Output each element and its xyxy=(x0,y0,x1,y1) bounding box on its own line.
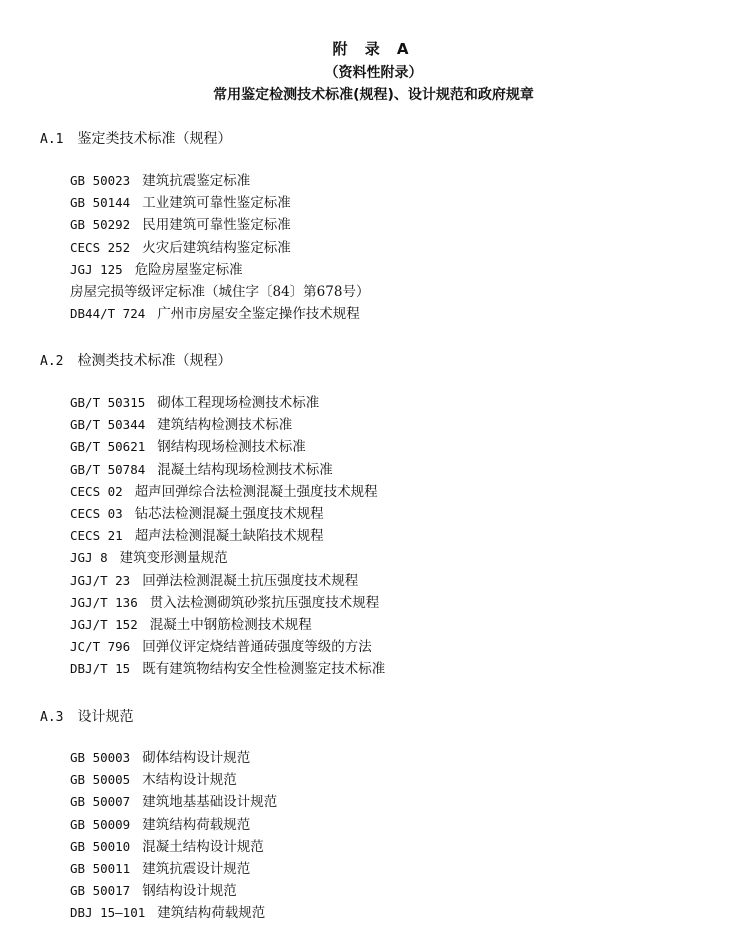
standard-name: 民用建筑可靠性鉴定标准 xyxy=(142,217,291,234)
standard-code: GB/T 50344 xyxy=(70,417,146,433)
standard-code: CECS 21 xyxy=(70,528,123,544)
standard-name: 建筑地基基础设计规范 xyxy=(142,794,278,811)
standard-code: GB 50010 xyxy=(70,838,131,854)
standard-code: GB 50292 xyxy=(70,217,131,233)
standard-name: 钻芯法检测混凝土强度技术规程 xyxy=(134,505,324,522)
list-item xyxy=(70,392,385,414)
list-item xyxy=(70,880,277,902)
standard-name: 超声回弹综合法检测混凝土强度技术规程 xyxy=(134,483,378,500)
standard-code: DB44/T 724 xyxy=(70,306,146,322)
list-item xyxy=(70,769,277,791)
standard-name: 木结构设计规范 xyxy=(142,772,237,789)
section-title: 鉴定类技术标准（规程） xyxy=(77,131,232,147)
section-number: A.1 xyxy=(40,132,64,147)
standard-code: GB/T 50784 xyxy=(70,461,146,477)
list-item xyxy=(70,281,369,303)
standard-name: 建筑变形测量规范 xyxy=(119,550,228,567)
standard-name: 混凝土结构设计规范 xyxy=(142,838,264,855)
list-item xyxy=(70,259,369,281)
standard-code: GB 50017 xyxy=(70,883,131,899)
standard-code: GB 50011 xyxy=(70,860,131,876)
standard-name: 砌体工程现场检测技术标准 xyxy=(157,395,320,411)
section-number: A.2 xyxy=(40,354,64,369)
appendix-title: 附 录 A xyxy=(332,40,415,58)
list-item xyxy=(70,547,385,569)
list-item xyxy=(70,503,385,525)
appendix-subtitle: 常用鉴定检测技术标准(规程)、设计规范和政府规章 xyxy=(213,87,534,103)
standard-name: 工业建筑可靠性鉴定标准 xyxy=(142,195,291,212)
standard-name: 建筑结构荷载规范 xyxy=(142,816,251,833)
standard-name: 火灾后建筑结构鉴定标准 xyxy=(142,239,291,256)
standard-code: GB 50003 xyxy=(70,750,131,765)
list-item xyxy=(70,814,277,836)
standard-name: 砌体结构设计规范 xyxy=(142,750,251,766)
standard-name: 回弹法检测混凝土抗压强度技术规程 xyxy=(142,572,359,589)
standard-code: GB/T 50315 xyxy=(70,395,146,410)
list-item xyxy=(70,192,369,214)
standard-code: JGJ 8 xyxy=(70,550,108,566)
list-item xyxy=(70,902,277,924)
section-title: 设计规范 xyxy=(77,709,134,725)
standard-code: GB 50023 xyxy=(70,173,131,188)
standard-code: GB/T 50621 xyxy=(70,439,146,455)
standard-code: JGJ/T 136 xyxy=(70,594,138,610)
list-item xyxy=(70,791,277,813)
standard-name: 既有建筑物结构安全性检测鉴定技术标准 xyxy=(142,661,386,678)
list-item xyxy=(70,214,369,236)
section-heading xyxy=(40,128,231,148)
standard-code: GB 50007 xyxy=(70,794,131,810)
standard-code: JGJ 125 xyxy=(70,261,123,277)
standard-name: 建筑抗震设计规范 xyxy=(142,860,251,877)
standard-code: DBJ 15—101 xyxy=(70,905,146,921)
standard-name: 危险房屋鉴定标准 xyxy=(134,261,243,278)
section-title: 检测类技术标准（规程） xyxy=(77,353,232,369)
list-item xyxy=(70,459,385,481)
standard-code: CECS 02 xyxy=(70,483,123,499)
standard-name: 回弹仪评定烧结普通砖强度等级的方法 xyxy=(142,639,372,656)
standard-name: 建筑结构检测技术标准 xyxy=(157,417,293,434)
list-item xyxy=(70,636,385,658)
appendix-type: （资料性附录） xyxy=(324,65,423,81)
standards-list xyxy=(70,747,277,925)
list-item xyxy=(70,303,369,325)
standard-code: JGJ/T 152 xyxy=(70,616,138,632)
standard-code: GB 50005 xyxy=(70,772,131,788)
standard-name: 超声法检测混凝土缺陷技术规程 xyxy=(134,528,324,545)
list-item xyxy=(70,592,385,614)
standards-list xyxy=(70,392,385,680)
standard-code: DBJ/T 15 xyxy=(70,661,131,677)
standard-code: GB 50009 xyxy=(70,816,131,832)
standard-name: 混凝土中钢筋检测技术规程 xyxy=(149,616,312,633)
standard-name: 建筑结构荷载规范 xyxy=(157,905,266,922)
standard-code: GB 50144 xyxy=(70,195,131,211)
list-item xyxy=(70,237,369,259)
list-item xyxy=(70,414,385,436)
list-item xyxy=(70,170,369,192)
standard-name: 钢结构设计规范 xyxy=(142,883,237,900)
standard-code: JGJ/T 23 xyxy=(70,572,131,588)
section-heading xyxy=(40,350,231,370)
list-item xyxy=(70,836,277,858)
standard-name: 钢结构现场检测技术标准 xyxy=(157,439,306,456)
standard-name: 广州市房屋安全鉴定操作技术规程 xyxy=(157,306,360,323)
standards-list xyxy=(70,170,369,325)
standard-name: 建筑抗震鉴定标准 xyxy=(142,173,251,189)
standard-code: CECS 03 xyxy=(70,505,123,521)
standard-code: JC/T 796 xyxy=(70,639,131,655)
list-item xyxy=(70,858,277,880)
section-heading xyxy=(40,706,133,726)
standard-name: 房屋完损等级评定标准（城住字〔84〕第678号） xyxy=(70,283,370,300)
list-item xyxy=(70,614,385,636)
list-item xyxy=(70,658,385,680)
list-item xyxy=(70,481,385,503)
list-item xyxy=(70,525,385,547)
standard-name: 混凝土结构现场检测技术标准 xyxy=(157,461,333,478)
list-item xyxy=(70,436,385,458)
list-item xyxy=(70,747,277,769)
list-item xyxy=(70,570,385,592)
section-number: A.3 xyxy=(40,710,64,725)
standard-name: 贯入法检测砌筑砂浆抗压强度技术规程 xyxy=(149,594,380,611)
standard-code: CECS 252 xyxy=(70,239,131,255)
